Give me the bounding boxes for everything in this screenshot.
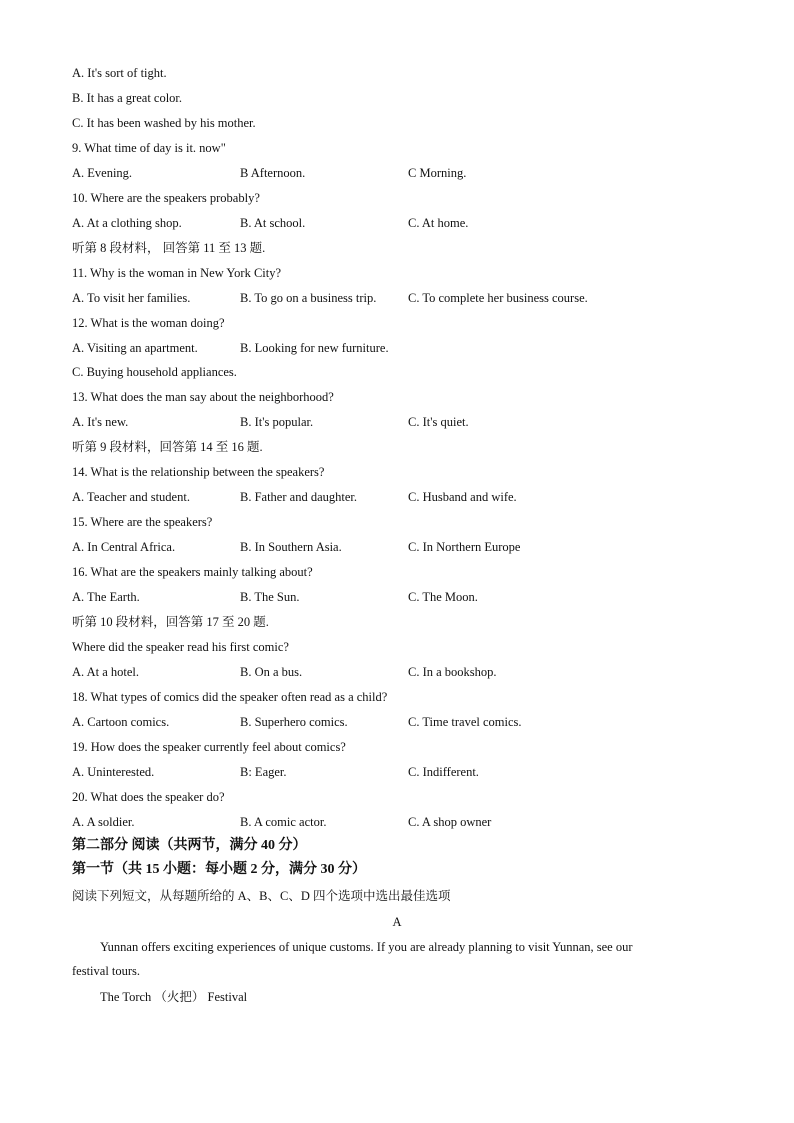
part-2-heading: 第二部分 阅读（共两节，满分 40 分）: [72, 838, 307, 853]
question-12: 12. What is the woman doing?: [72, 316, 225, 330]
q15-option-b: B. In Southern Asia.: [240, 540, 342, 554]
q18-option-c: C. Time travel comics.: [408, 715, 522, 729]
q20-option-c: C. A shop owner: [408, 815, 492, 829]
q13-option-a: A. It's new.: [72, 415, 129, 429]
material-9-heading: 听第 9 段材料，回答第 14 至 16 题.: [72, 440, 263, 454]
q10-option-b: B. At school.: [240, 216, 306, 230]
material-10-heading: 听第 10 段材料，回答第 17 至 20 题.: [72, 615, 269, 629]
question-20: 20. What does the speaker do?: [72, 790, 225, 804]
passage-label: A: [392, 915, 402, 929]
question-19: 19. How does the speaker currently feel about comics?: [72, 740, 346, 754]
q20-option-b: B. A comic actor.: [240, 815, 327, 829]
q16-option-c: C. The Moon.: [408, 590, 478, 604]
question-16: 16. What are the speakers mainly talking about?: [72, 565, 313, 579]
question-9: 9. What time of day is it. now": [72, 141, 226, 155]
question-17: Where did the speaker read his first comic?: [72, 640, 289, 654]
q14-option-a: A. Teacher and student.: [72, 490, 190, 504]
question-15: 15. Where are the speakers?: [72, 515, 213, 529]
section-1-heading: 第一节（共 15 小题：每小题 2 分，满分 30 分）: [72, 862, 366, 877]
q12-option-c: C. Buying household appliances.: [72, 365, 237, 379]
q9-option-b: B Afternoon.: [240, 166, 306, 180]
q9-option-c: C Morning.: [408, 166, 467, 180]
q14-option-b: B. Father and daughter.: [240, 490, 357, 504]
q16-option-a: A. The Earth.: [72, 590, 140, 604]
q17-option-a: A. At a hotel.: [72, 665, 140, 679]
q10-option-a: A. At a clothing shop.: [72, 216, 182, 230]
q19-option-a: A. Uninterested.: [72, 765, 155, 779]
question-11: 11. Why is the woman in New York City?: [72, 266, 282, 280]
q12-option-a: A. Visiting an apartment.: [72, 341, 198, 355]
q16-option-b: B. The Sun.: [240, 590, 300, 604]
question-13: 13. What does the man say about the neighborhood?: [72, 390, 334, 404]
q19-option-b: B: Eager.: [240, 765, 287, 779]
q13-option-b: B. It's popular.: [240, 415, 314, 429]
q8-option-b: B. It has a great color.: [72, 91, 183, 105]
q10-option-c: C. At home.: [408, 216, 469, 230]
q9-option-a: A. Evening.: [72, 166, 133, 180]
q18-option-b: B. Superhero comics.: [240, 715, 348, 729]
q18-option-a: A. Cartoon comics.: [72, 715, 170, 729]
passage-paragraph-line-1: Yunnan offers exciting experiences of unique customs. If you are already planning to visit Yunnan, see our: [100, 940, 633, 954]
q17-option-b: B. On a bus.: [240, 665, 303, 679]
reading-instructions: 阅读下列短文，从每题所给的 A、B、C、D 四个选项中选出最佳选项: [72, 889, 451, 903]
passage-paragraph-line-2: festival tours.: [72, 964, 141, 978]
question-18: 18. What types of comics did the speaker often read as a child?: [72, 690, 388, 704]
q13-option-c: C. It's quiet.: [408, 415, 469, 429]
q8-option-c: C. It has been washed by his mother.: [72, 116, 256, 130]
q15-option-c: C. In Northern Europe: [408, 540, 521, 554]
q8-option-a: A. It's sort of tight.: [72, 66, 167, 80]
q14-option-c: C. Husband and wife.: [408, 490, 517, 504]
q17-option-c: C. In a bookshop.: [408, 665, 497, 679]
q11-option-b: B. To go on a business trip.: [240, 291, 377, 305]
question-14: 14. What is the relationship between the speakers?: [72, 465, 325, 479]
q20-option-a: A. A soldier.: [72, 815, 135, 829]
q11-option-c: C. To complete her business course.: [408, 291, 588, 305]
q12-option-b: B. Looking for new furniture.: [240, 341, 389, 355]
q19-option-c: C. Indifferent.: [408, 765, 479, 779]
question-10: 10. Where are the speakers probably?: [72, 191, 260, 205]
material-8-heading: 听第 8 段材料， 回答第 11 至 13 题.: [72, 241, 266, 255]
q11-option-a: A. To visit her families.: [72, 291, 191, 305]
q15-option-a: A. In Central Africa.: [72, 540, 176, 554]
torch-festival-heading: The Torch （火把） Festival: [100, 990, 248, 1004]
